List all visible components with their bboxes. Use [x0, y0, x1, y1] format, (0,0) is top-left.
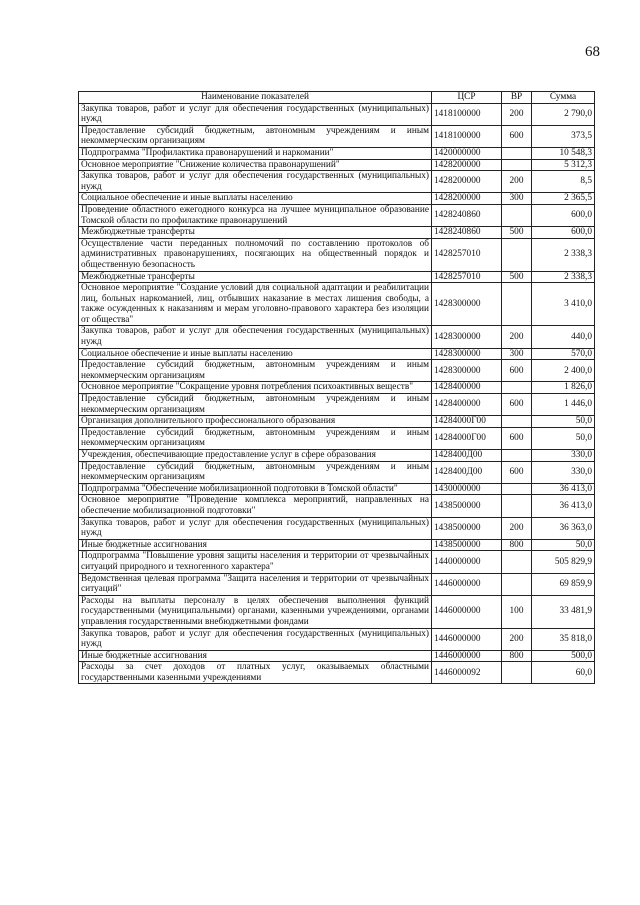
table-row: [79, 360, 595, 382]
row-vr: [502, 382, 532, 394]
row-vr: [502, 147, 532, 159]
row-csr: 1438500000: [432, 539, 502, 551]
row-vr: [502, 483, 532, 495]
row-sum: 2 400,0: [532, 360, 595, 382]
table-row: [79, 539, 595, 551]
row-csr: 14284000Г00: [432, 416, 502, 428]
row-sum: 373,5: [532, 125, 595, 147]
row-csr: 1446000000: [432, 595, 502, 628]
row-csr: 1446000000: [432, 573, 502, 595]
row-vr: 500: [502, 271, 532, 283]
row-name: Иные бюджетные ассигнования: [79, 539, 432, 551]
table-row: [79, 348, 595, 360]
row-csr: 1446000092: [432, 662, 502, 684]
table-body: [79, 103, 595, 684]
row-vr: [502, 573, 532, 595]
row-csr: 1430000000: [432, 483, 502, 495]
row-name: Предоставление субсидий бюджетным, автономным учреждениям и иным некоммерческим организациям: [79, 394, 432, 416]
row-name: Организация дополнительного профессионального образования: [79, 416, 432, 428]
table-row: [79, 171, 595, 193]
row-name: Предоставление субсидий бюджетным, автономным учреждениям и иным некоммерческим организациям: [79, 461, 432, 483]
row-name: Предоставление субсидий бюджетным, автономным учреждениям и иным некоммерческим организациям: [79, 427, 432, 449]
row-csr: 1428200000: [432, 193, 502, 205]
row-vr: [502, 159, 532, 171]
table-header-row: [79, 92, 595, 104]
row-vr: 200: [502, 171, 532, 193]
row-csr: 1428200000: [432, 159, 502, 171]
header-sum: Сумма: [532, 92, 595, 104]
row-vr: 800: [502, 650, 532, 662]
table-row: [79, 125, 595, 147]
table-row: [79, 595, 595, 628]
header-name: Наименование показателей: [79, 92, 432, 104]
row-vr: [502, 283, 532, 326]
row-csr: 1428400000: [432, 382, 502, 394]
row-sum: 8,5: [532, 171, 595, 193]
table-row: [79, 551, 595, 573]
row-sum: 50,0: [532, 416, 595, 428]
row-sum: 35 818,0: [532, 628, 595, 650]
row-sum: 36 363,0: [532, 517, 595, 539]
row-name: Предоставление субсидий бюджетным, автономным учреждениям и иным некоммерческим организациям: [79, 125, 432, 147]
row-sum: 50,0: [532, 427, 595, 449]
table-row: [79, 394, 595, 416]
row-sum: 2 338,3: [532, 238, 595, 271]
table-row: [79, 483, 595, 495]
row-name: Предоставление субсидий бюджетным, автономным учреждениям и иным некоммерческим организациям: [79, 360, 432, 382]
row-csr: 1428240860: [432, 227, 502, 239]
row-sum: 5 312,3: [532, 159, 595, 171]
row-vr: [502, 495, 532, 517]
table-row: [79, 382, 595, 394]
table-row: [79, 159, 595, 171]
table-row: [79, 416, 595, 428]
row-sum: 500,0: [532, 650, 595, 662]
row-name: Основное мероприятие "Создание условий для социальной адаптации и реабилитации лиц, больных наркоманией, лиц, отбывших наказание в местах лишения свободы, а также осужденных к наказаниям и мерам уголовно-правового характера без изоляции от общества": [79, 283, 432, 326]
row-vr: 600: [502, 125, 532, 147]
row-sum: 36 413,0: [532, 495, 595, 517]
row-vr: [502, 551, 532, 573]
row-name: Осуществление части переданных полномочий по составлению протоколов об административных правонарушениях, посягающих на общественный порядок и общественную безопасность: [79, 238, 432, 271]
row-vr: [502, 450, 532, 462]
row-csr: 1428257010: [432, 238, 502, 271]
row-name: Основное мероприятие "Проведение комплекса мероприятий, направленных на обеспечение мобилизационной подготовки": [79, 495, 432, 517]
row-csr: 1428300000: [432, 360, 502, 382]
row-sum: 570,0: [532, 348, 595, 360]
row-csr: 1418100000: [432, 103, 502, 125]
row-sum: 3 410,0: [532, 283, 595, 326]
row-csr: 1428300000: [432, 326, 502, 348]
table-row: [79, 204, 595, 226]
row-csr: 1420000000: [432, 147, 502, 159]
row-csr: 1438500000: [432, 517, 502, 539]
row-vr: [502, 238, 532, 271]
row-csr: 1418100000: [432, 125, 502, 147]
row-sum: 2 790,0: [532, 103, 595, 125]
table-row: [79, 628, 595, 650]
row-csr: 14284000Г00: [432, 427, 502, 449]
row-sum: 10 548,3: [532, 147, 595, 159]
row-csr: 1428400Д00: [432, 461, 502, 483]
table-row: [79, 495, 595, 517]
header-csr: ЦСР: [432, 92, 502, 104]
header-vr: ВР: [502, 92, 532, 104]
page-number: 68: [585, 44, 600, 60]
row-name: Проведение областного ежегодного конкурса на лучшее муниципальное образование Томской области по профилактике правонарушений: [79, 204, 432, 226]
table-row: [79, 517, 595, 539]
row-sum: 600,0: [532, 227, 595, 239]
row-csr: 1428257010: [432, 271, 502, 283]
row-name: Подпрограмма "Обеспечение мобилизационной подготовки в Томской области": [79, 483, 432, 495]
row-sum: 50,0: [532, 539, 595, 551]
row-csr: 1446000000: [432, 650, 502, 662]
row-sum: 1 446,0: [532, 394, 595, 416]
budget-table: [78, 91, 595, 684]
table-row: [79, 427, 595, 449]
row-sum: 2 365,5: [532, 193, 595, 205]
row-csr: 1428400Д00: [432, 450, 502, 462]
row-name: Основное мероприятие "Снижение количества правонарушений": [79, 159, 432, 171]
row-sum: 440,0: [532, 326, 595, 348]
row-name: Расходы за счет доходов от платных услуг, оказываемых областными государственными казенными учреждениями: [79, 662, 432, 684]
row-sum: 330,0: [532, 461, 595, 483]
row-name: Закупка товаров, работ и услуг для обеспечения государственных (муниципальных) нужд: [79, 517, 432, 539]
row-vr: 500: [502, 227, 532, 239]
table-row: [79, 227, 595, 239]
row-vr: 800: [502, 539, 532, 551]
row-name: Закупка товаров, работ и услуг для обеспечения государственных (муниципальных) нужд: [79, 326, 432, 348]
row-csr: 1428300000: [432, 283, 502, 326]
table-row: [79, 238, 595, 271]
row-name: Расходы на выплаты персоналу в целях обеспечения выполнения функций государственными (муниципальными) органами, казенными учреждениями, органами управления государственными внебюджетными фондами: [79, 595, 432, 628]
table-row: [79, 283, 595, 326]
table-row: [79, 193, 595, 205]
row-vr: 300: [502, 348, 532, 360]
row-csr: 1428240860: [432, 204, 502, 226]
row-vr: 600: [502, 394, 532, 416]
row-name: Закупка товаров, работ и услуг для обеспечения государственных (муниципальных) нужд: [79, 103, 432, 125]
row-name: Подпрограмма "Повышение уровня защиты населения и территории от чрезвычайных ситуаций природного и техногенного характера": [79, 551, 432, 573]
row-vr: 200: [502, 103, 532, 125]
row-name: Закупка товаров, работ и услуг для обеспечения государственных (муниципальных) нужд: [79, 171, 432, 193]
row-vr: 200: [502, 517, 532, 539]
table-row: [79, 650, 595, 662]
table-row: [79, 450, 595, 462]
row-vr: 100: [502, 595, 532, 628]
table-row: [79, 271, 595, 283]
row-name: Подпрограмма "Профилактика правонарушений и наркомании": [79, 147, 432, 159]
row-vr: 200: [502, 628, 532, 650]
row-name: Закупка товаров, работ и услуг для обеспечения государственных (муниципальных) нужд: [79, 628, 432, 650]
table-row: [79, 461, 595, 483]
table-row: [79, 326, 595, 348]
row-vr: 600: [502, 360, 532, 382]
table-row: [79, 103, 595, 125]
row-vr: [502, 416, 532, 428]
row-sum: 1 826,0: [532, 382, 595, 394]
row-name: Иные бюджетные ассигнования: [79, 650, 432, 662]
row-name: Социальное обеспечение и иные выплаты населению: [79, 193, 432, 205]
row-csr: 1428200000: [432, 171, 502, 193]
row-csr: 1438500000: [432, 495, 502, 517]
row-csr: 1428400000: [432, 394, 502, 416]
row-vr: 200: [502, 326, 532, 348]
row-vr: 600: [502, 461, 532, 483]
row-csr: 1446000000: [432, 628, 502, 650]
row-vr: 600: [502, 427, 532, 449]
row-name: Ведомственная целевая программа "Защита населения и территории от чрезвычайных ситуаций": [79, 573, 432, 595]
row-sum: 36 413,0: [532, 483, 595, 495]
row-csr: 1440000000: [432, 551, 502, 573]
row-sum: 69 859,9: [532, 573, 595, 595]
table-row: [79, 573, 595, 595]
row-sum: 33 481,9: [532, 595, 595, 628]
table-row: [79, 662, 595, 684]
row-vr: 300: [502, 193, 532, 205]
table-row: [79, 147, 595, 159]
row-sum: 600,0: [532, 204, 595, 226]
row-sum: 330,0: [532, 450, 595, 462]
row-name: Учреждения, обеспечивающие предоставление услуг в сфере образования: [79, 450, 432, 462]
row-sum: 2 338,3: [532, 271, 595, 283]
row-name: Социальное обеспечение и иные выплаты населению: [79, 348, 432, 360]
row-csr: 1428300000: [432, 348, 502, 360]
row-name: Основное мероприятие "Сокращение уровня потребления психоактивных веществ": [79, 382, 432, 394]
row-vr: [502, 662, 532, 684]
row-vr: [502, 204, 532, 226]
row-name: Межбюджетные трансферты: [79, 271, 432, 283]
row-sum: 60,0: [532, 662, 595, 684]
row-sum: 505 829,9: [532, 551, 595, 573]
row-name: Межбюджетные трансферты: [79, 227, 432, 239]
